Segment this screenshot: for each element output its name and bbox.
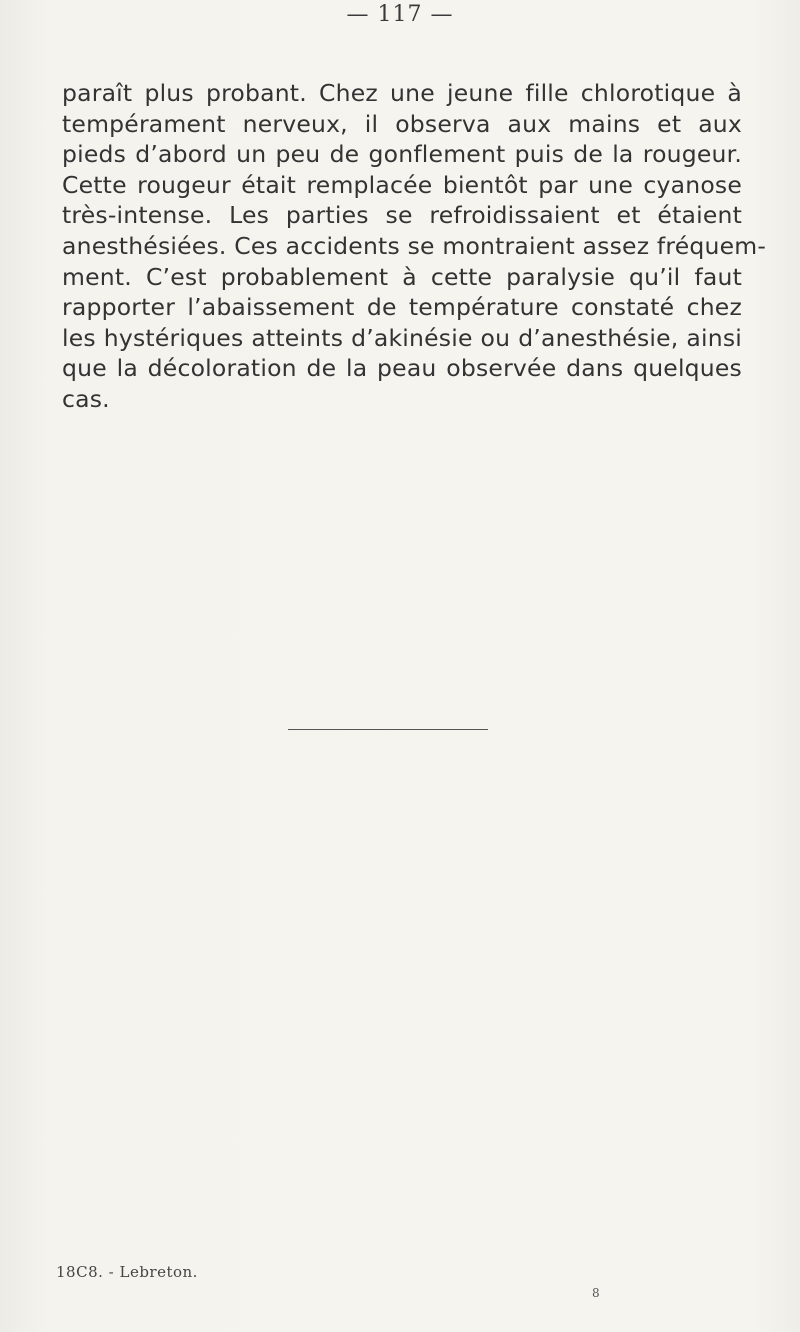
page-number: — 117 —: [346, 2, 454, 27]
text-line: anesthésiées. Ces accidents se montraient assez fréquem-: [62, 231, 767, 260]
text-line: paraît plus probant. Chez une jeune fille chlorotique à: [62, 79, 742, 107]
printer-signature: 18C8. - Lebreton.: [56, 1263, 198, 1281]
text-line: pieds d’abord un peu de gonflement puis de la rougeur.: [62, 140, 742, 169]
section-divider: [288, 729, 488, 730]
text-line: cas.: [62, 384, 110, 413]
signature-mark: 8: [592, 1286, 600, 1300]
body-paragraph: [62, 78, 767, 415]
text-line: rapporter l’abaissement de température constaté chez: [62, 293, 742, 322]
text-line: que la décoloration de la peau observée dans quelques: [62, 354, 742, 383]
text-line: Cette rougeur était remplacée bientôt par une cyanose: [62, 170, 742, 199]
text-line: ment. C’est probablement à cette paralysie qu’il faut: [62, 262, 742, 291]
text-line: tempérament nerveux, il observa aux mains et aux: [62, 109, 742, 138]
text-line: très-intense. Les parties se refroidissaient et étaient: [62, 201, 742, 230]
text-line: les hystériques atteints d’akinésie ou d’anesthésie, ainsi: [62, 323, 742, 352]
